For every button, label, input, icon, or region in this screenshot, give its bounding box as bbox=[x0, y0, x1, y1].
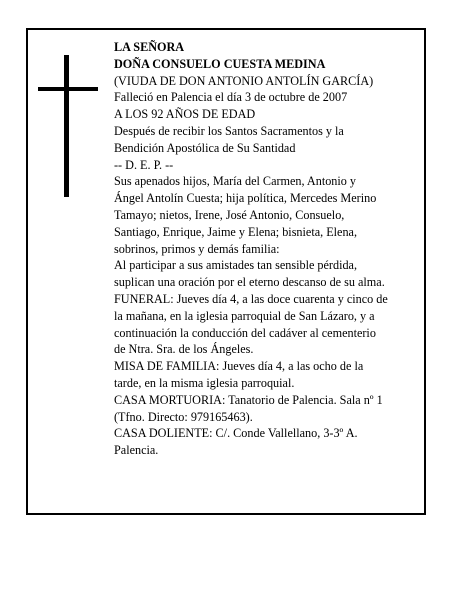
paragraph-line: Después de recibir los Santos Sacramentos y la bbox=[114, 123, 344, 138]
paragraph-line: CASA MORTUORIA: Tanatorio de Palencia. Sala nº 1 bbox=[114, 392, 383, 407]
paragraph-line: (Tfno. Directo: 979165463). bbox=[114, 409, 253, 424]
paragraph-line: Tamayo; nietos, Irene, José Antonio, Consuelo, bbox=[114, 207, 345, 222]
paragraph-line: MISA DE FAMILIA: Jueves día 4, a las ocho de la bbox=[114, 359, 364, 374]
paragraph-line: CASA DOLIENTE: C/. Conde Vallellano, 3-3º A. bbox=[114, 426, 358, 441]
title-la-senora: LA SEÑORA bbox=[114, 40, 185, 54]
request-paragraph bbox=[114, 257, 422, 291]
paragraph-line: continuación la conducción del cadáver al cementerio bbox=[114, 325, 376, 340]
sacraments-paragraph bbox=[114, 123, 422, 157]
paragraph-line: la mañana, en la iglesia parroquial de San Lázaro, y a bbox=[114, 308, 375, 323]
death-date: Falleció en Palencia el día 3 de octubre de 2007 bbox=[114, 90, 348, 105]
paragraph-line: Sus apenados hijos, María del Carmen, Antonio y bbox=[114, 174, 357, 189]
obituary-text bbox=[114, 39, 422, 459]
paragraph-line: de Ntra. Sra. de los Ángeles. bbox=[114, 342, 254, 357]
paragraph-line: Santiago, Enrique, Jaime y Elena; bisnieta, Elena, bbox=[114, 224, 358, 239]
widow-of: (VIUDA DE DON ANTONIO ANTOLÍN GARCÍA) bbox=[114, 73, 374, 88]
dep-line: -- D. E. P. -- bbox=[114, 157, 174, 172]
paragraph-line: Ángel Antolín Cuesta; hija política, Mercedes Merino bbox=[114, 191, 377, 206]
paragraph-line: Bendición Apostólica de Su Santidad bbox=[114, 140, 296, 155]
paragraph-line: tarde, en la misma iglesia parroquial. bbox=[114, 375, 295, 390]
misa-paragraph bbox=[114, 358, 422, 392]
cross-icon bbox=[38, 55, 98, 197]
funeral-paragraph bbox=[114, 291, 422, 358]
mortuoria-paragraph bbox=[114, 392, 422, 426]
paragraph-line: FUNERAL: Jueves día 4, a las doce cuarenta y cinco de bbox=[114, 291, 388, 306]
paragraph-line: suplican una oración por el eterno descanso de su alma. bbox=[114, 275, 385, 290]
paragraph-line: sobrinos, primos y demás familia: bbox=[114, 241, 280, 256]
age-at-death: A LOS 92 AÑOS DE EDAD bbox=[114, 107, 256, 122]
paragraph-line: Palencia. bbox=[114, 443, 159, 458]
paragraph-line: Al participar a sus amistades tan sensible pérdida, bbox=[114, 258, 358, 273]
deceased-name: DOÑA CONSUELO CUESTA MEDINA bbox=[114, 56, 326, 71]
doliente-paragraph bbox=[114, 425, 422, 459]
family-paragraph bbox=[114, 173, 422, 257]
